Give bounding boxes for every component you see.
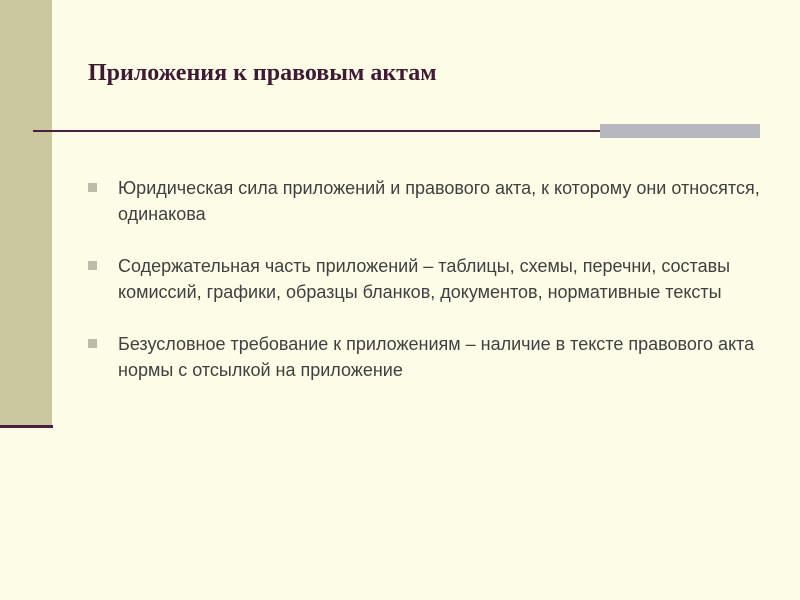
bullet-item [88, 175, 768, 227]
square-bullet-icon [88, 339, 97, 348]
bullet-text: Содержательная часть приложений – таблицы, схемы, перечни, составы комиссий, графики, образцы бланков, документов, нормативные тексты [118, 256, 731, 302]
title-divider-block [600, 124, 760, 138]
bullet-text: Юридическая сила приложений и правового акта, к которому они относятся, одинакова [118, 178, 760, 224]
bullet-text: Безусловное требование к приложениям – наличие в тексте правового акта нормы с отсылкой на приложение [118, 334, 755, 380]
bullet-item [88, 331, 768, 383]
square-bullet-icon [88, 183, 97, 192]
bullet-item [88, 253, 768, 305]
square-bullet-icon [88, 261, 97, 270]
slide-title: Приложения к правовым актам [88, 60, 437, 86]
bullet-list [88, 175, 768, 409]
left-decor-underline [0, 425, 53, 428]
left-decor-bar [0, 0, 52, 425]
